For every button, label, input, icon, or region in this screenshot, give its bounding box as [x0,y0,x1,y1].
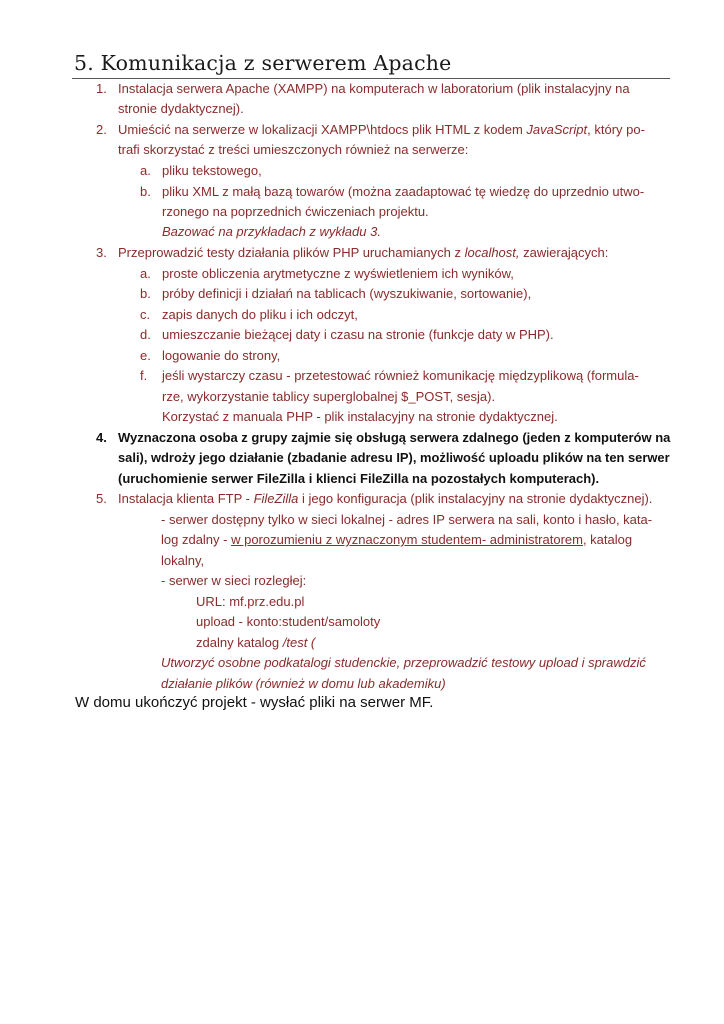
item-5-wide-server-label: - serwer w sieci rozległej: [161,573,307,588]
item-4-line-2: sali), wdroży jego działanie (zbadanie adresu IP), możliwość uploadu plików na ten serwer [118,450,670,465]
item-2b-line-1: pliku XML z małą bazą towarów (można zaadaptować tę wiedzę do uprzednio utwo- [162,184,645,199]
item-4-line-1: Wyznaczona osoba z grupy zajmie się obsługą serwera zdalnego (jeden z komputerów na [118,430,671,445]
item-5-local-server-line-2: log zdalny - w porozumieniu z wyznaczonym studentem- administratorem, katalog [161,532,633,547]
item-3c-text: zapis danych do pliku i ich odczyt, [162,307,358,322]
item-3a-text: proste obliczenia arytmetyczne z wyświetleniem ich wyników, [162,266,514,281]
item-3-line-1: Przeprowadzić testy działania plików PHP uruchamianych z localhost, zawierających: [118,245,609,260]
item-3c-letter: c. [140,307,151,322]
item-3f-line-1: jeśli wystarczy czasu - przetestować również komunikację międzyplikową (formula- [162,368,639,383]
item-1-line-1: Instalacja serwera Apache (XAMPP) na komputerach w laboratorium (plik instalacyjny na [118,81,630,96]
item-1-number: 1. [96,81,107,96]
item-3e-text: logowanie do strony, [162,348,281,363]
item-5-note-line-2: działanie plików (również w domu lub akademiku) [161,676,446,691]
item-5-local-server-line-3: lokalny, [161,553,205,568]
item-2-number: 2. [96,122,107,137]
item-3-number: 3. [96,245,107,260]
item-3f-letter: f. [140,368,148,383]
page-title: 5. Komunikacja z serwerem Apache [74,51,452,75]
server-url: URL: mf.prz.edu.pl [196,594,305,609]
item-3e-letter: e. [140,348,151,363]
item-3b-letter: b. [140,286,151,301]
item-2a-text: pliku tekstowego, [162,163,262,178]
item-3f-line-2: rze, wykorzystanie tablicy superglobalnej $_POST, sesja). [162,389,496,404]
item-5-local-server-line-1: - serwer dostępny tylko w sieci lokalnej - adres IP serwera na sali, konto i hasło, kata- [161,512,653,527]
item-4-line-3: (uruchomienie serwer FileZilla i klienci FileZilla na pozostałych komputerach). [118,471,600,486]
heading-underline [72,78,670,79]
item-5-number: 5. [96,491,107,506]
item-2b-line-3: Bazować na przykładach z wykładu 3. [162,224,381,239]
item-3d-letter: d. [140,327,151,342]
item-2a-letter: a. [140,163,151,178]
administrator-note: w porozumieniu z wyznaczonym studentem- administratorem [231,532,583,547]
item-2b-line-2: rzonego na poprzednich ćwiczeniach projektu. [162,204,429,219]
item-4-number: 4. [96,430,107,445]
item-1-line-2: stronie dydaktycznej). [118,101,244,116]
homework-note: W domu ukończyć projekt - wysłać pliki na serwer MF. [75,694,434,711]
item-2-line-2: trafi skorzystać z treści umieszczonych również na serwerze: [118,142,469,157]
item-3d-text: umieszczanie bieżącej daty i czasu na stronie (funkcje daty w PHP). [162,327,554,342]
item-3b-text: próby definicji i działań na tablicach (wyszukiwanie, sortowanie), [162,286,532,301]
upload-account: upload - konto:student/samoloty [196,614,381,629]
item-3a-letter: a. [140,266,151,281]
item-2-line-1: Umieścić na serwerze w lokalizacji XAMPP\htdocs plik HTML z kodem JavaScript, który po- [118,122,645,137]
remote-directory: zdalny katalog /test ( [196,635,316,650]
item-3f-line-3: Korzystać z manuala PHP - plik instalacyjny na stronie dydaktycznej. [162,409,558,424]
item-5-note-line-1: Utworzyć osobne podkatalogi studenckie, przeprowadzić testowy upload i sprawdzić [161,655,646,670]
item-5-line-1: Instalacja klienta FTP - FileZilla i jego konfiguracja (plik instalacyjny na stronie dydaktycznej). [118,491,653,506]
item-2b-letter: b. [140,184,151,199]
